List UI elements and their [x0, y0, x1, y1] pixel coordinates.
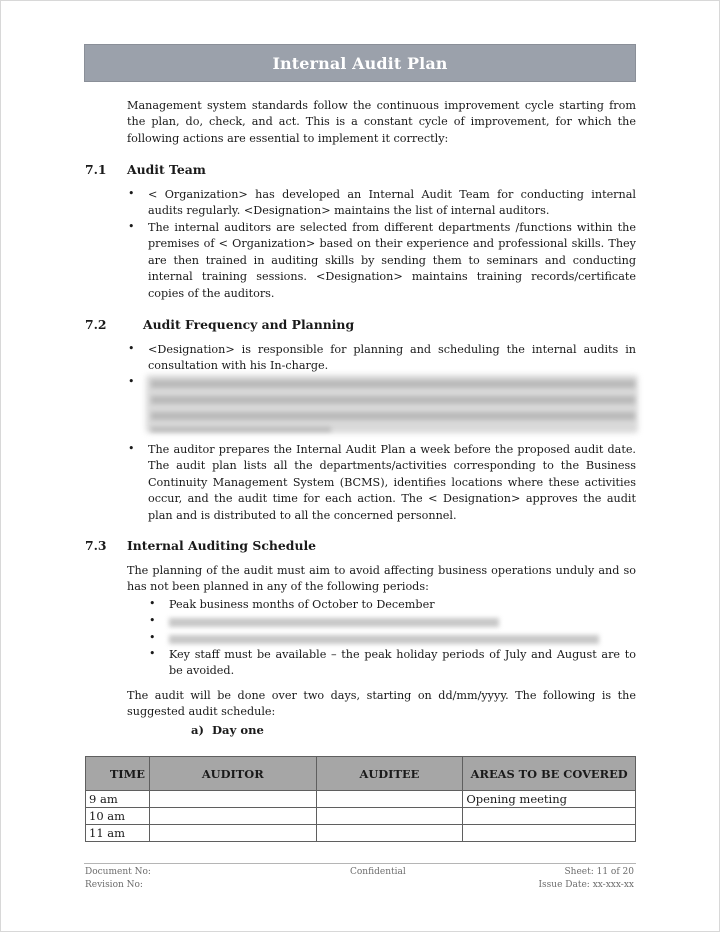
cell-auditor: [149, 825, 316, 842]
section-title: Internal Auditing Schedule: [127, 538, 317, 553]
footer-confidential: Confidential: [350, 867, 406, 877]
cell-time: 11 am: [86, 825, 150, 842]
section-number: 7.3: [85, 538, 107, 553]
section-title: Audit Frequency and Planning: [143, 317, 355, 332]
cell-time: 9 am: [86, 791, 150, 808]
blurred-line: [151, 396, 635, 404]
cell-time: 10 am: [86, 808, 150, 825]
bullet-icon: •: [128, 220, 135, 233]
section-title: Audit Team: [127, 162, 206, 177]
bullet-icon: •: [149, 597, 156, 610]
blurred-line: [151, 427, 331, 432]
cell-auditor: [149, 791, 316, 808]
bullet-icon: •: [149, 647, 156, 660]
bullet-icon: •: [149, 631, 156, 644]
table-row: [86, 808, 636, 825]
table-row: [86, 791, 636, 808]
footer-issue-date: Issue Date: xx-xxx-xx: [538, 880, 634, 890]
list-item: The auditor prepares the Internal Audit Plan a week before the proposed audit date. The audit plan lists all the departments/activities corresponding to the Business Continuity Management System (BCMS), identifies locations where these activities occur, and the audit time for each action. The < Designation> approves the audit plan and is distributed to all the concerned personnel.: [148, 443, 636, 522]
cell-areas: [463, 808, 636, 825]
cell-auditee: [316, 791, 463, 808]
footer-divider: [84, 863, 636, 864]
footer-revision-no: Revision No:: [85, 880, 143, 890]
blurred-content: [169, 635, 599, 644]
bullet-icon: •: [149, 614, 156, 627]
column-header-auditee: AUDITEE: [316, 757, 463, 791]
list-item: < Organization> has developed an Internal Audit Team for conducting internal audits regularly. <Designation> maintains the list of internal auditors.: [148, 188, 636, 218]
table-header-row: [86, 757, 636, 791]
footer-document-no: Document No:: [85, 867, 151, 877]
day-label-marker: a): [191, 723, 204, 737]
intro-paragraph: Management system standards follow the continuous improvement cycle starting from the plan, do, check, and act. This is a constant cycle of improvement, for which the following actions are essential to implement it correctly:: [127, 99, 636, 145]
section-paragraph: The planning of the audit must aim to avoid affecting business operations unduly and so has not been planned in any of the following periods:: [127, 564, 636, 594]
table-row: [86, 825, 636, 842]
cell-areas: [463, 825, 636, 842]
page-title: Internal Audit Plan: [84, 44, 636, 82]
section-number: 7.1: [85, 162, 107, 177]
column-header-time: TIME: [86, 757, 150, 791]
bullet-icon: •: [128, 375, 135, 388]
list-item: The internal auditors are selected from different departments /functions within the premises of < Organization> based on their experience and professional skills. They are then trained in auditing skills by sending them to seminars and conducting internal training sessions. <Designation> maintains training records/certificate copies of the auditors.: [148, 221, 636, 300]
list-item: Peak business months of October to December: [169, 598, 435, 611]
list-item: Key staff must be available – the peak holiday periods of July and August are to be avoided.: [169, 648, 636, 678]
blurred-content: [169, 618, 499, 627]
audit-schedule-table: [85, 756, 636, 842]
column-header-areas: AREAS TO BE COVERED: [463, 757, 636, 791]
blurred-line: [151, 380, 635, 388]
day-label: Day one: [212, 723, 264, 737]
section-number: 7.2: [85, 317, 107, 332]
bullet-icon: •: [128, 442, 135, 455]
blurred-line: [151, 412, 635, 420]
cell-areas: Opening meeting: [463, 791, 636, 808]
list-item: <Designation> is responsible for planning and scheduling the internal audits in consultation with his In-charge.: [148, 343, 636, 373]
bullet-icon: •: [128, 187, 135, 200]
cell-auditee: [316, 825, 463, 842]
cell-auditee: [316, 808, 463, 825]
schedule-intro: The audit will be done over two days, starting on dd/mm/yyyy. The following is the suggested audit schedule:: [127, 689, 636, 719]
cell-auditor: [149, 808, 316, 825]
footer-sheet: Sheet: 11 of 20: [564, 867, 634, 877]
column-header-auditor: AUDITOR: [149, 757, 316, 791]
bullet-icon: •: [128, 342, 135, 355]
